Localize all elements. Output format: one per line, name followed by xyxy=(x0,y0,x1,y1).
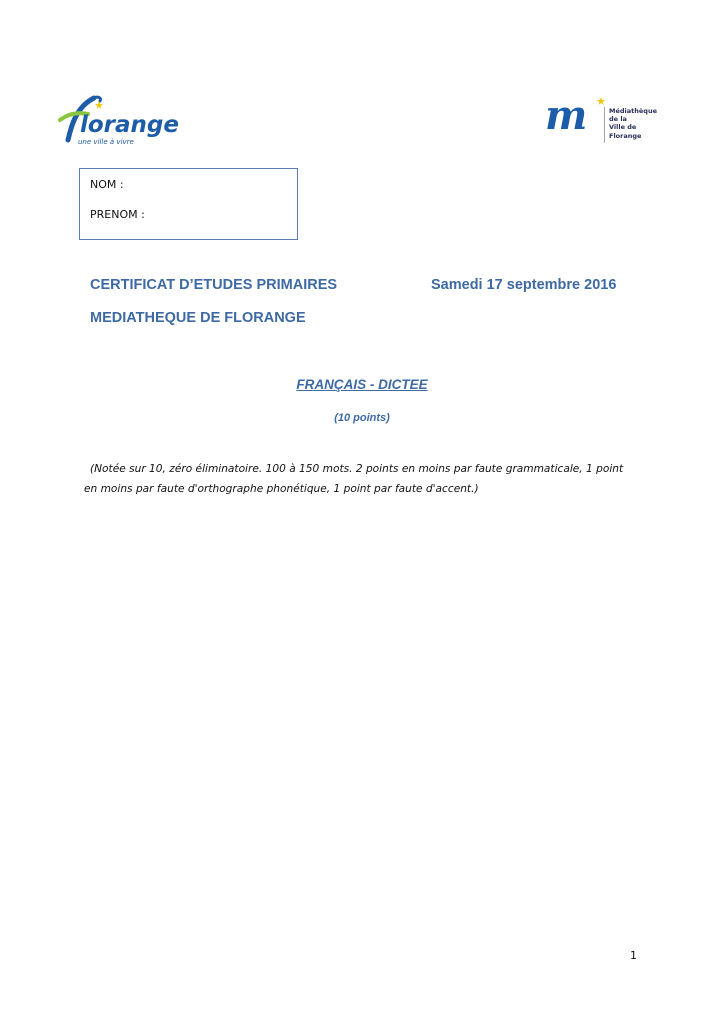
mediatheque-logo-text xyxy=(609,107,665,140)
florange-logo xyxy=(54,92,184,156)
certificate-title: CERTIFICAT D’ETUDES PRIMAIRES xyxy=(90,277,338,293)
mediatheque-m-graphic xyxy=(545,93,605,147)
instruction-line: en moins par faute d'orthographe phonétique, 1 point par faute d'accent.) xyxy=(84,483,479,495)
mediatheque-logo xyxy=(545,93,665,147)
points-note: (10 points) xyxy=(334,412,390,424)
svg-text:une ville à vivre: une ville à vivre xyxy=(78,138,134,146)
instruction-line: (Notée sur 10, zéro éliminatoire. 100 à 150 mots. 2 points en moins par faute grammaticale, 1 point xyxy=(90,463,624,475)
exam-date: Samedi 17 septembre 2016 xyxy=(431,277,617,293)
name-label: NOM : xyxy=(90,178,124,191)
logo-text-line: Ville de Florange xyxy=(609,123,642,140)
page-number: 1 xyxy=(630,949,637,962)
svg-text:lorange: lorange xyxy=(80,112,179,138)
subject-heading: FRANÇAIS - DICTEE xyxy=(296,377,428,392)
grading-instructions xyxy=(84,459,654,499)
firstname-label: PRENOM : xyxy=(90,208,145,221)
logo-text-line: de la xyxy=(609,115,627,124)
svg-text:m: m xyxy=(545,93,588,139)
florange-logo-graphic xyxy=(54,92,184,156)
library-title: MEDIATHEQUE DE FLORANGE xyxy=(90,310,306,326)
identity-box xyxy=(79,168,298,240)
logo-text-line: Médiathèque xyxy=(609,107,657,115)
logo-divider xyxy=(604,107,605,143)
